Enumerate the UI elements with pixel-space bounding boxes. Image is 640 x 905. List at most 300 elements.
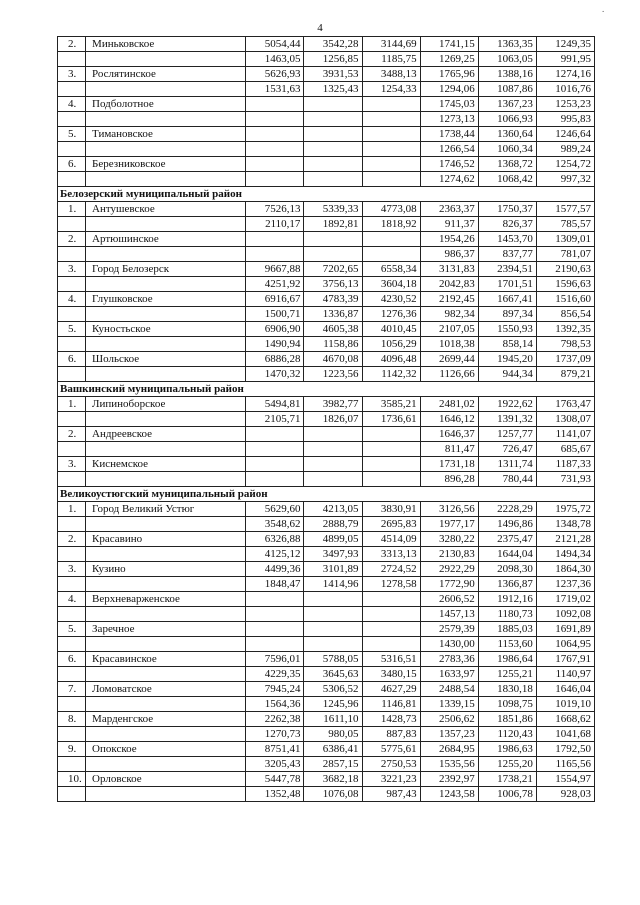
value-cell [246,127,304,142]
district-name: Вашкинский муниципальный район [58,382,595,397]
value-cell: 2130,83 [420,547,478,562]
value-cell: 1266,54 [420,142,478,157]
value-cell [362,172,420,187]
value-cell: 6558,34 [362,262,420,277]
value-cell: 1633,97 [420,667,478,682]
page-number: 4 [317,22,323,34]
row-number [58,472,86,487]
value-cell: 1311,74 [478,457,536,472]
value-cell: 1270,73 [246,727,304,742]
table-row [58,142,595,157]
value-cell: 1126,66 [420,367,478,382]
value-cell: 5626,93 [246,67,304,82]
value-cell: 1063,05 [478,52,536,67]
value-cell: 780,44 [478,472,536,487]
table-row [58,52,595,67]
value-cell: 2192,45 [420,292,478,307]
settlement-name: Марденгское [86,712,246,727]
value-cell: 896,28 [420,472,478,487]
value-cell: 1187,33 [536,457,594,472]
value-cell [362,247,420,262]
value-cell: 1140,97 [536,667,594,682]
value-cell [246,142,304,157]
table-row [58,67,595,82]
value-cell: 3645,63 [304,667,362,682]
value-cell: 1278,58 [362,577,420,592]
settlement-name: Верхневарженское [86,592,246,607]
value-cell: 798,53 [536,337,594,352]
value-cell: 1153,60 [478,637,536,652]
settlement-name [86,142,246,157]
value-cell: 1738,44 [420,127,478,142]
row-number [58,217,86,232]
value-cell: 3756,13 [304,277,362,292]
row-number [58,547,86,562]
value-cell: 1986,63 [478,742,536,757]
table-row [58,157,595,172]
value-cell: 726,47 [478,442,536,457]
value-cell: 731,93 [536,472,594,487]
value-cell: 1763,47 [536,397,594,412]
value-cell: 1745,03 [420,97,478,112]
settlement-name [86,367,246,382]
value-cell [362,457,420,472]
value-cell: 1391,32 [478,412,536,427]
settlement-name: Рослятинское [86,67,246,82]
value-cell: 2922,29 [420,562,478,577]
value-cell: 2110,17 [246,217,304,232]
value-cell: 1470,32 [246,367,304,382]
settlement-name: Артюшинское [86,232,246,247]
table-row [58,112,595,127]
settlement-name [86,307,246,322]
value-cell: 1066,93 [478,112,536,127]
value-cell: 879,21 [536,367,594,382]
table-row [58,772,595,787]
table-row [58,592,595,607]
value-cell: 1864,30 [536,562,594,577]
value-cell: 1185,75 [362,52,420,67]
value-cell: 2262,38 [246,712,304,727]
value-cell: 1428,73 [362,712,420,727]
value-cell: 1977,17 [420,517,478,532]
value-cell [246,592,304,607]
settlement-name: Кузино [86,562,246,577]
table-row [58,562,595,577]
row-number [58,442,86,457]
value-cell: 2684,95 [420,742,478,757]
value-cell: 2394,51 [478,262,536,277]
value-cell: 944,34 [478,367,536,382]
value-cell: 7945,24 [246,682,304,697]
value-cell: 1060,34 [478,142,536,157]
row-number [58,787,86,802]
value-cell: 5447,78 [246,772,304,787]
value-cell [246,97,304,112]
settlement-name [86,82,246,97]
row-number: 5. [58,322,86,337]
row-number: 5. [58,127,86,142]
value-cell [304,637,362,652]
value-cell [304,472,362,487]
table-row [58,442,595,457]
row-number: 1. [58,502,86,517]
value-cell: 3144,69 [362,37,420,52]
table-row [58,652,595,667]
value-cell: 2750,53 [362,757,420,772]
table-row [58,472,595,487]
value-cell: 1646,04 [536,682,594,697]
settlement-name: Липиноборское [86,397,246,412]
value-cell: 1254,33 [362,82,420,97]
value-cell: 1243,58 [420,787,478,802]
value-cell [304,247,362,262]
value-cell [246,112,304,127]
value-cell: 2888,79 [304,517,362,532]
table-row [58,427,595,442]
value-cell: 1253,23 [536,97,594,112]
table-row [58,787,595,802]
table-row [58,367,595,382]
row-number: 5. [58,622,86,637]
value-cell: 7202,65 [304,262,362,277]
value-cell: 4213,05 [304,502,362,517]
value-cell: 1667,41 [478,292,536,307]
table-row [58,202,595,217]
value-cell: 2375,47 [478,532,536,547]
value-cell: 1006,78 [478,787,536,802]
value-cell: 1554,97 [536,772,594,787]
value-cell: 1388,16 [478,67,536,82]
value-cell: 991,95 [536,52,594,67]
settlement-name [86,172,246,187]
value-cell: 6386,41 [304,742,362,757]
value-cell: 1463,05 [246,52,304,67]
value-cell: 1309,01 [536,232,594,247]
value-cell: 1496,86 [478,517,536,532]
table-row [58,457,595,472]
value-cell: 5054,44 [246,37,304,52]
value-cell: 1830,18 [478,682,536,697]
row-number [58,412,86,427]
value-cell [246,442,304,457]
table-row [58,517,595,532]
table-row [58,502,595,517]
value-cell: 1892,81 [304,217,362,232]
settlement-name: Орловское [86,772,246,787]
settlement-name [86,337,246,352]
value-cell: 1366,87 [478,577,536,592]
settlement-name [86,112,246,127]
value-cell: 1750,37 [478,202,536,217]
table-row [58,322,595,337]
table-row [58,757,595,772]
table-row [58,727,595,742]
value-cell: 1076,08 [304,787,362,802]
value-cell: 1494,34 [536,547,594,562]
value-cell: 1818,92 [362,217,420,232]
value-cell: 3126,56 [420,502,478,517]
value-cell: 1767,91 [536,652,594,667]
value-cell: 4783,39 [304,292,362,307]
value-cell: 1731,18 [420,457,478,472]
value-cell: 3480,15 [362,667,420,682]
row-number: 2. [58,427,86,442]
row-number [58,142,86,157]
value-cell: 1256,85 [304,52,362,67]
value-cell: 2042,83 [420,277,478,292]
value-cell: 3682,18 [304,772,362,787]
value-cell [362,232,420,247]
value-cell: 1738,21 [478,772,536,787]
value-cell [246,472,304,487]
value-cell: 4670,08 [304,352,362,367]
value-cell: 5316,51 [362,652,420,667]
value-cell: 987,43 [362,787,420,802]
settlement-name [86,607,246,622]
value-cell: 1646,37 [420,427,478,442]
value-cell: 685,67 [536,442,594,457]
table-row [58,352,595,367]
table-row [58,712,595,727]
value-cell: 6886,28 [246,352,304,367]
row-number: 2. [58,37,86,52]
value-cell [362,442,420,457]
value-cell: 1274,16 [536,67,594,82]
value-cell: 3542,28 [304,37,362,52]
value-cell: 1165,56 [536,757,594,772]
value-cell: 4499,36 [246,562,304,577]
value-cell: 1577,57 [536,202,594,217]
table-row [58,37,595,52]
value-cell [246,247,304,262]
value-cell: 9667,88 [246,262,304,277]
settlement-name: Ломоватское [86,682,246,697]
settlement-name [86,637,246,652]
table-row [58,532,595,547]
value-cell: 6916,67 [246,292,304,307]
value-cell: 1737,09 [536,352,594,367]
value-cell: 2506,62 [420,712,478,727]
row-number: 3. [58,562,86,577]
settlement-name: Киснемское [86,457,246,472]
value-cell: 1668,62 [536,712,594,727]
value-cell: 3205,43 [246,757,304,772]
value-cell: 3604,18 [362,277,420,292]
value-cell: 1500,71 [246,307,304,322]
value-cell [304,157,362,172]
settlement-name: Шольское [86,352,246,367]
value-cell: 1392,35 [536,322,594,337]
row-number: 3. [58,67,86,82]
value-cell: 980,05 [304,727,362,742]
value-cell [304,607,362,622]
settlement-name [86,787,246,802]
value-cell [304,127,362,142]
table-row [58,337,595,352]
value-cell: 3585,21 [362,397,420,412]
value-cell: 785,57 [536,217,594,232]
row-number [58,667,86,682]
table-row [58,247,595,262]
value-cell: 3830,91 [362,502,420,517]
value-cell: 2724,52 [362,562,420,577]
row-number [58,697,86,712]
value-cell [246,622,304,637]
row-number [58,82,86,97]
value-cell: 1158,86 [304,337,362,352]
value-cell: 1336,87 [304,307,362,322]
value-cell: 4096,48 [362,352,420,367]
table-row [58,82,595,97]
value-cell: 982,34 [420,307,478,322]
value-cell: 1273,13 [420,112,478,127]
value-cell: 1701,51 [478,277,536,292]
value-cell: 1516,60 [536,292,594,307]
value-cell [246,172,304,187]
value-cell: 2228,29 [478,502,536,517]
value-cell: 5494,81 [246,397,304,412]
value-cell: 4010,45 [362,322,420,337]
row-number [58,277,86,292]
district-name: Великоустюгский муниципальный район [58,487,595,502]
settlement-name [86,577,246,592]
value-cell: 1746,52 [420,157,478,172]
value-cell: 4230,52 [362,292,420,307]
value-cell: 1120,43 [478,727,536,742]
value-cell: 1430,00 [420,637,478,652]
value-cell: 1719,02 [536,592,594,607]
row-number: 2. [58,532,86,547]
value-cell [304,112,362,127]
value-cell: 4773,08 [362,202,420,217]
table-row [58,292,595,307]
table-row [58,697,595,712]
value-cell: 2392,97 [420,772,478,787]
value-cell: 1269,25 [420,52,478,67]
row-number [58,52,86,67]
value-cell: 989,24 [536,142,594,157]
value-cell: 2606,52 [420,592,478,607]
value-cell: 1245,96 [304,697,362,712]
value-cell [362,637,420,652]
settlement-name [86,727,246,742]
row-number [58,172,86,187]
settlement-name: Город Белозерск [86,262,246,277]
value-cell: 986,37 [420,247,478,262]
value-cell: 1646,12 [420,412,478,427]
row-number [58,607,86,622]
table-row [58,307,595,322]
value-cell: 1223,56 [304,367,362,382]
row-number: 6. [58,157,86,172]
value-cell: 3131,83 [420,262,478,277]
table-row [58,217,595,232]
value-cell: 887,83 [362,727,420,742]
value-cell: 6906,90 [246,322,304,337]
tariff-table [57,36,595,802]
value-cell: 3101,89 [304,562,362,577]
value-cell [362,112,420,127]
table-row [58,97,595,112]
value-cell: 2098,30 [478,562,536,577]
value-cell: 997,32 [536,172,594,187]
settlement-name [86,217,246,232]
row-number [58,307,86,322]
value-cell: 1644,04 [478,547,536,562]
table-row [58,622,595,637]
settlement-name: Антушевское [86,202,246,217]
row-number [58,577,86,592]
value-cell: 1457,13 [420,607,478,622]
value-cell: 1611,10 [304,712,362,727]
value-cell [304,457,362,472]
value-cell [304,592,362,607]
row-number: 9. [58,742,86,757]
value-cell [246,232,304,247]
value-cell [304,622,362,637]
value-cell: 3982,77 [304,397,362,412]
value-cell: 2105,71 [246,412,304,427]
value-cell: 1325,43 [304,82,362,97]
settlement-name [86,547,246,562]
row-number: 3. [58,457,86,472]
value-cell: 1016,76 [536,82,594,97]
value-cell: 5775,61 [362,742,420,757]
value-cell: 897,34 [478,307,536,322]
settlement-name: Опокское [86,742,246,757]
value-cell: 1741,15 [420,37,478,52]
settlement-name: Красавинское [86,652,246,667]
value-cell: 1922,62 [478,397,536,412]
value-cell [246,157,304,172]
value-cell: 1550,93 [478,322,536,337]
value-cell: 1308,07 [536,412,594,427]
table-row [58,127,595,142]
value-cell: 1367,23 [478,97,536,112]
settlement-name [86,472,246,487]
value-cell: 1180,73 [478,607,536,622]
district-name: Белозерский муниципальный район [58,187,595,202]
value-cell: 3221,23 [362,772,420,787]
row-number [58,757,86,772]
value-cell [246,427,304,442]
settlement-name [86,757,246,772]
value-cell [362,127,420,142]
value-cell [362,97,420,112]
row-number [58,247,86,262]
value-cell: 1368,72 [478,157,536,172]
value-cell: 5629,60 [246,502,304,517]
settlement-name [86,412,246,427]
settlement-name [86,517,246,532]
value-cell: 1531,63 [246,82,304,97]
district-header-row [58,187,595,202]
value-cell: 1885,03 [478,622,536,637]
value-cell: 2783,36 [420,652,478,667]
value-cell: 858,14 [478,337,536,352]
value-cell: 1975,72 [536,502,594,517]
district-header-row [58,487,595,502]
value-cell: 1596,63 [536,277,594,292]
value-cell: 1986,64 [478,652,536,667]
settlement-name [86,442,246,457]
value-cell: 1490,94 [246,337,304,352]
row-number: 6. [58,352,86,367]
settlement-name: Город Великий Устюг [86,502,246,517]
table-row [58,262,595,277]
value-cell: 1257,77 [478,427,536,442]
